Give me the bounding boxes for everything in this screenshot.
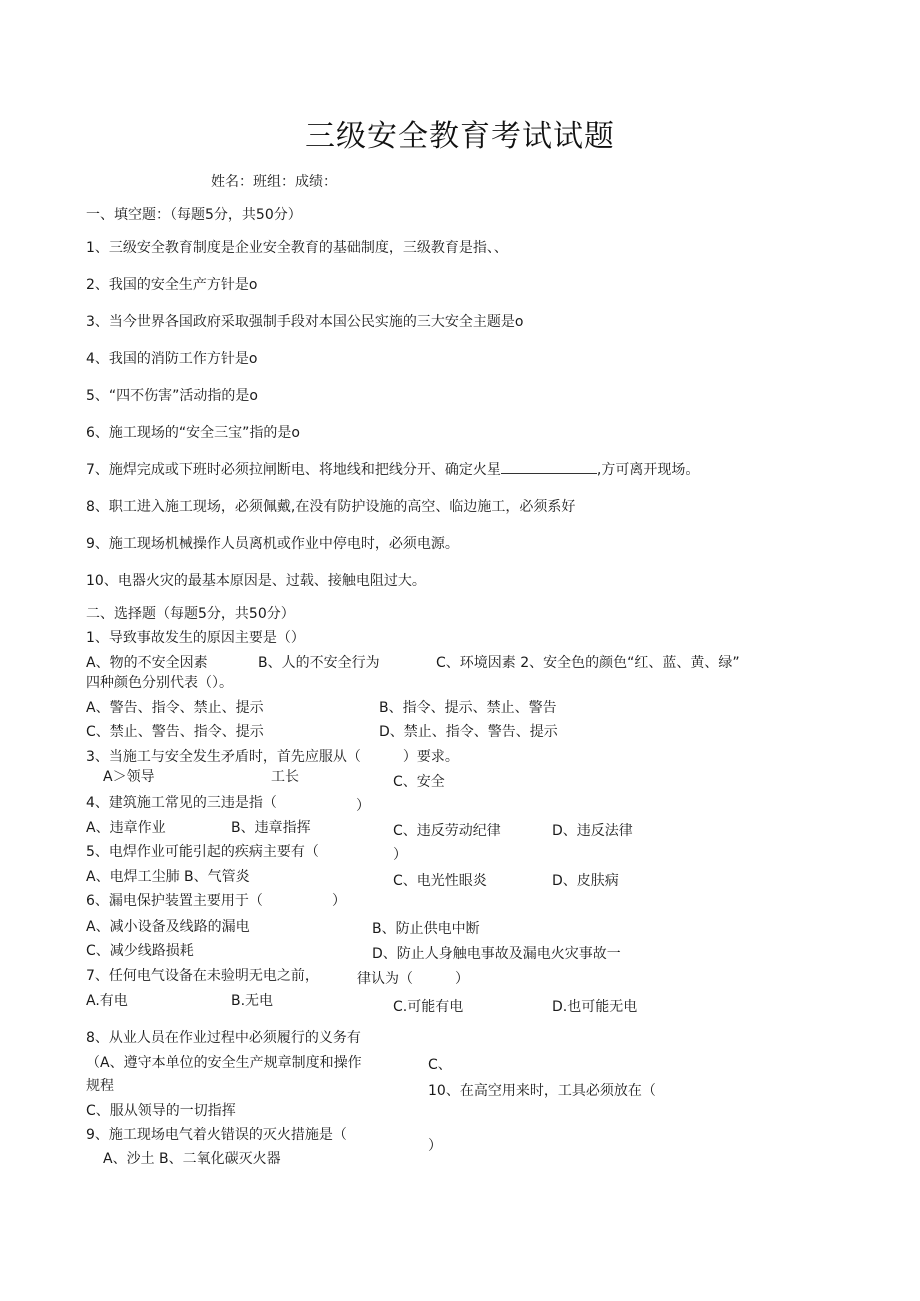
q5-option-ab: A、电焊工尘肺 B、气管炎	[86, 869, 250, 885]
choice-question-4: 4、建筑施工常见的三违是指（	[86, 795, 277, 811]
fill-question-8: 8、职工进入施工现场，必须佩戴,在没有防护设施的高空、临边施工，必须系好	[86, 499, 576, 515]
choice-question-1: 1、导致事故发生的原因主要是（）	[86, 630, 305, 646]
choice-question-5: 5、电焊作业可能引起的疾病主要有（	[86, 844, 319, 860]
choice-question-3: 3、当施工与安全发生矛盾时，首先应服从（ ）要求。	[86, 749, 459, 765]
choice-question-8: 8、从业人员在作业过程中必须履行的义务有	[86, 1030, 361, 1046]
q2-option-d: D、禁止、指令、警告、提示	[379, 724, 558, 740]
q9-option-ab: A、沙土 B、二氧化碳灭火器	[103, 1151, 281, 1167]
fill-question-7	[86, 461, 699, 479]
q5-close-paren: ）	[393, 847, 407, 863]
q6-option-d: D、防止人身触电事故及漏电火灾事故一	[372, 946, 621, 962]
q10-close-paren: ）	[428, 1138, 442, 1154]
choice-question-2: 四种颜色分别代表（）。	[86, 675, 233, 691]
fill-question-5: 5、“四不伤害”活动指的是o	[86, 388, 258, 404]
section1-heading: 一、填空题：（每题5分，共50分）	[86, 207, 302, 223]
choice-question-7: 7、任何电气设备在未验明无电之前，	[86, 968, 319, 984]
q6-close-paren: ）	[332, 893, 346, 909]
q2-option-c: C、禁止、警告、指令、提示	[86, 724, 264, 740]
q6-option-b: B、防止供电中断	[372, 921, 480, 937]
q8-option-c: C、服从领导的一切指挥	[86, 1103, 236, 1119]
q1-option-a: A、物的不安全因素	[86, 655, 208, 671]
q7-option-c: C.可能有电	[393, 999, 464, 1015]
q4-option-b: B、违章指挥	[231, 820, 311, 836]
q7-option-b: B.无电	[231, 993, 274, 1009]
section2-heading: 二、选择题（每题5分，共50分）	[86, 606, 295, 622]
q8-option-a-cont: 规程	[86, 1078, 114, 1094]
info-line: 姓名：班组：成绩：	[211, 174, 337, 190]
answer-blank	[501, 461, 597, 474]
q1-option-c-q2: C、环境因素 2、安全色的颜色“红、蓝、黄、绿”	[436, 655, 740, 671]
q3-option-a: A＞领导	[103, 769, 155, 785]
q2-option-a: A、警告、指令、禁止、提示	[86, 700, 264, 716]
fill-question-6: 6、施工现场的“安全三宝”指的是o	[86, 425, 300, 441]
fill-question-3: 3、当今世界各国政府采取强制手段对本国公民实施的三大安全主题是o	[86, 314, 524, 330]
q6-option-c: C、减少线路损耗	[86, 943, 194, 959]
q4-close-paren: ）	[356, 798, 370, 814]
choice-question-6: 6、漏电保护装置主要用于（	[86, 893, 263, 909]
choice-question-9: 9、施工现场电气着火错误的灭火措施是（	[86, 1127, 347, 1143]
q4-option-c: C、违反劳动纪律	[393, 823, 501, 839]
q1-option-b: B、人的不安全行为	[258, 655, 380, 671]
q6-option-a: A、减小设备及线路的漏电	[86, 919, 250, 935]
q7-option-d: D.也可能无电	[552, 999, 638, 1015]
q8-option-c-mark: C、	[428, 1057, 452, 1073]
q3-option-c: C、安全	[393, 774, 445, 790]
fill-question-10: 10、电器火灾的最基本原因是、过载、接触电阻过大。	[86, 573, 426, 589]
q7-continuation: 律认为（ ）	[357, 971, 469, 987]
fill-question-7-end: ,方可离开现场。	[596, 462, 700, 478]
fill-question-1: 1、三级安全教育制度是企业安全教育的基础制度，三级教育是指、、	[86, 240, 508, 256]
q7-option-a: A.有电	[86, 993, 128, 1009]
q4-option-a: A、违章作业	[86, 820, 166, 836]
fill-question-7-text: 7、施焊完成或下班时必须拉闸断电、将地线和把线分开、确定火星	[86, 462, 501, 478]
page-title: 三级安全教育考试试题	[305, 119, 615, 154]
fill-question-9: 9、施工现场机械操作人员离机或作业中停电时，必须电源。	[86, 536, 459, 552]
q4-option-d: D、违反法律	[552, 823, 633, 839]
fill-question-2: 2、我国的安全生产方针是o	[86, 277, 258, 293]
q5-option-d: D、皮肤病	[552, 873, 619, 889]
choice-question-10: 10、在高空用来时，工具必须放在（	[428, 1083, 656, 1099]
q3-option-b: 工长	[271, 769, 299, 785]
q8-option-a: （A、遵守本单位的安全生产规章制度和操作	[86, 1055, 362, 1071]
fill-question-4: 4、我国的消防工作方针是o	[86, 351, 258, 367]
q5-option-c: C、电光性眼炎	[393, 873, 487, 889]
q2-option-b: B、指令、提示、禁止、警告	[379, 700, 557, 716]
